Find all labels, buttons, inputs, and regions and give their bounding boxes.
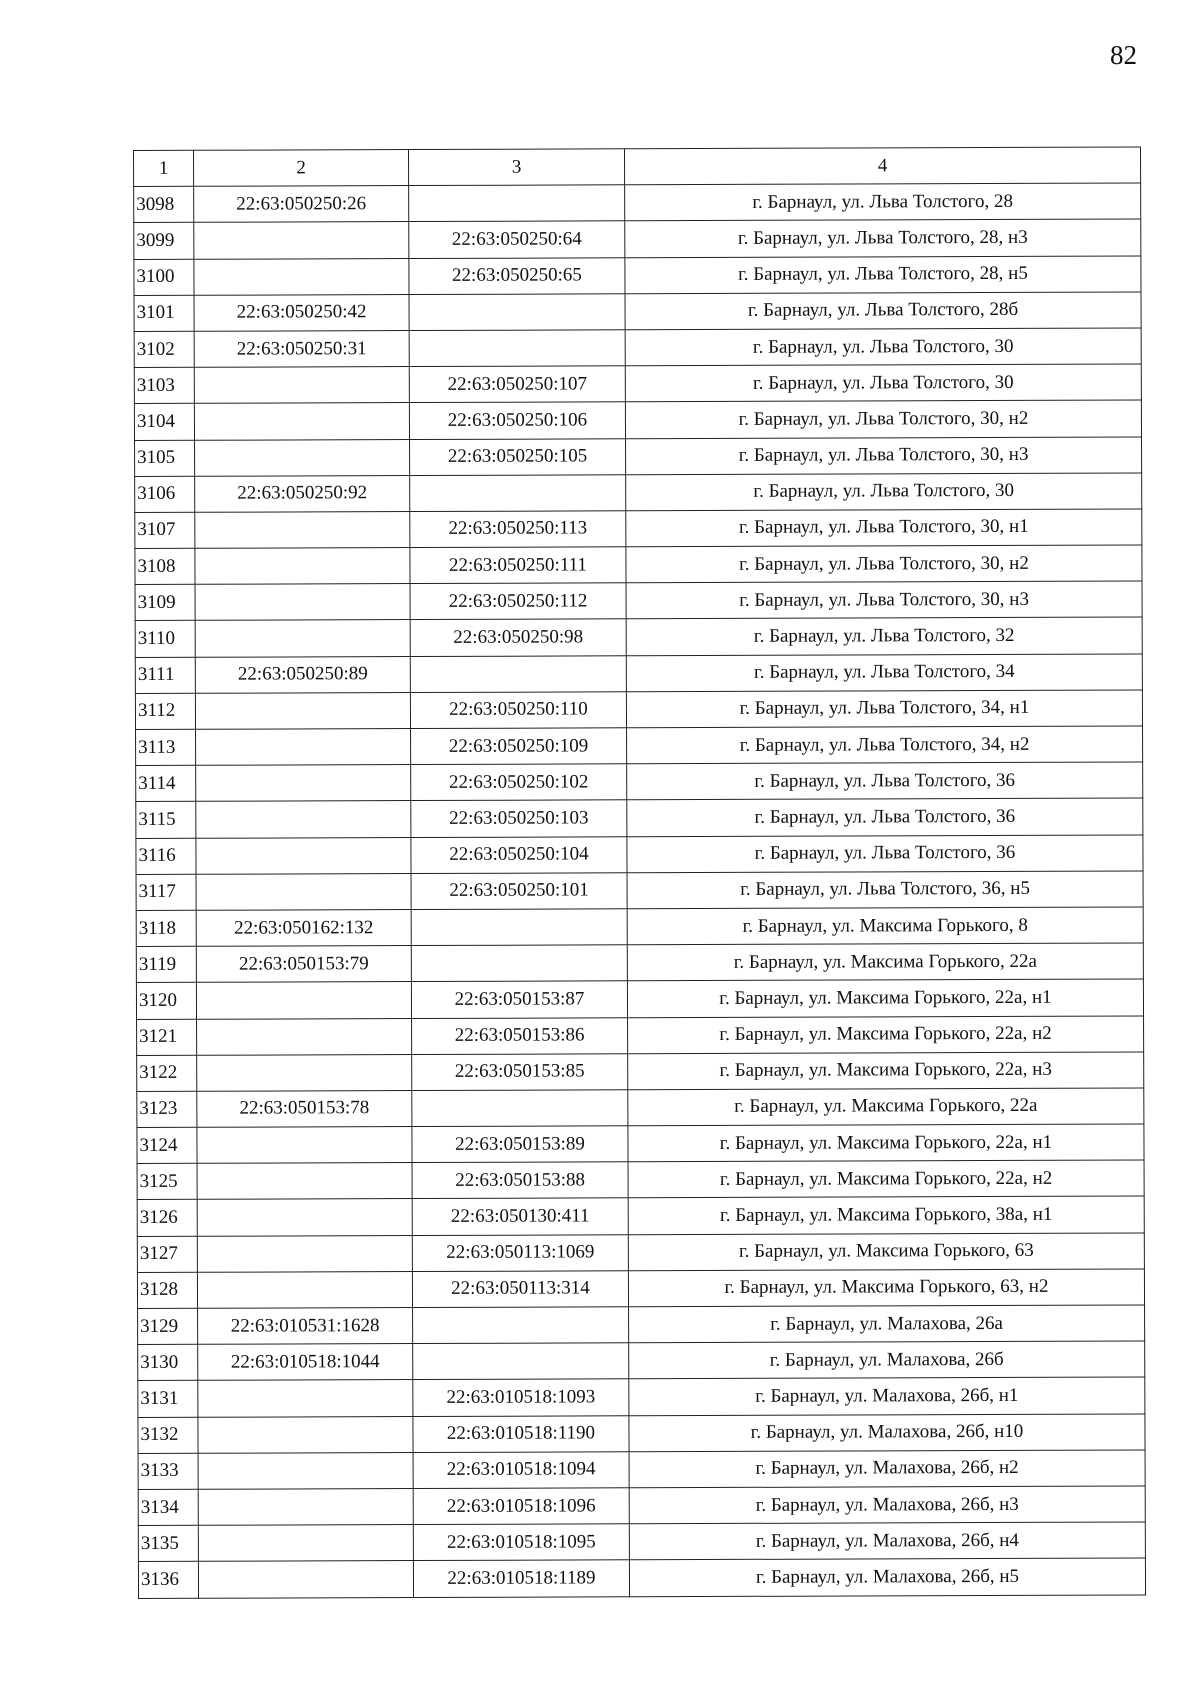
address-cell: г. Барнаул, ул. Льва Толстого, 28, н3 (625, 219, 1141, 257)
cadastral-number-cell (196, 837, 411, 874)
address-cell: г. Барнаул, ул. Малахова, 26б, н5 (629, 1558, 1145, 1596)
room-cadastral-number-cell (410, 655, 626, 692)
row-number-cell: 3109 (135, 585, 195, 621)
cadastral-number-cell (195, 439, 410, 476)
cadastral-number-cell (194, 222, 409, 259)
row-number-cell: 3126 (137, 1200, 197, 1236)
row-number-cell: 3124 (137, 1127, 197, 1163)
table-row (138, 1522, 1145, 1562)
cadastral-number-cell (198, 1380, 413, 1417)
cadastral-number-cell: 22:63:010518:1044 (198, 1344, 413, 1381)
cadastral-number-cell (196, 729, 411, 766)
address-cell: г. Барнаул, ул. Максима Горького, 22а, н2 (628, 1160, 1144, 1198)
address-cell: г. Барнаул, ул. Максима Горького, 22а (628, 1088, 1144, 1126)
cadastral-number-cell (194, 258, 409, 295)
room-cadastral-number-cell (413, 1343, 629, 1380)
row-number-cell: 3121 (137, 1019, 197, 1055)
cadastral-number-cell (198, 1525, 413, 1562)
row-number-cell: 3115 (136, 802, 196, 838)
address-cell: г. Барнаул, ул. Льва Толстого, 30, н1 (626, 509, 1142, 547)
row-number-cell: 3104 (134, 404, 194, 440)
row-number-cell: 3112 (135, 693, 195, 729)
address-cell: г. Барнаул, ул. Льва Толстого, 28 (625, 183, 1141, 221)
table-row (137, 1160, 1144, 1200)
table-row (138, 1341, 1145, 1381)
room-cadastral-number-cell: 22:63:050250:64 (409, 221, 625, 258)
address-cell: г. Барнаул, ул. Льва Толстого, 30, н2 (625, 400, 1141, 438)
address-cell: г. Барнаул, ул. Льва Толстого, 30 (626, 473, 1142, 511)
cadastral-number-cell: 22:63:050250:42 (194, 294, 409, 331)
address-cell: г. Барнаул, ул. Льва Толстого, 36 (627, 835, 1143, 873)
table-row (136, 835, 1143, 875)
address-cell: г. Барнаул, ул. Малахова, 26б, н2 (629, 1450, 1145, 1488)
room-cadastral-number-cell (409, 330, 625, 367)
cadastral-number-cell (198, 1561, 413, 1598)
room-cadastral-number-cell: 22:63:050250:107 (409, 366, 625, 403)
address-table (133, 146, 1146, 1598)
table-row (134, 292, 1141, 332)
address-cell: г. Барнаул, ул. Льва Толстого, 30, н2 (626, 545, 1142, 583)
room-cadastral-number-cell: 22:63:010518:1189 (413, 1560, 629, 1597)
address-cell: г. Барнаул, ул. Малахова, 26б, н3 (629, 1486, 1145, 1524)
row-number-cell: 3125 (137, 1164, 197, 1200)
row-number-cell: 3113 (136, 729, 196, 765)
table-row (137, 1196, 1144, 1236)
header-cell-3: 3 (409, 149, 625, 186)
room-cadastral-number-cell (413, 1307, 629, 1344)
room-cadastral-number-cell: 22:63:050250:106 (409, 402, 625, 439)
address-cell: г. Барнаул, ул. Льва Толстого, 36, н5 (627, 871, 1143, 909)
row-number-cell: 3110 (135, 621, 195, 657)
cadastral-number-cell (197, 1199, 412, 1236)
address-cell: г. Барнаул, ул. Максима Горького, 8 (627, 907, 1143, 945)
row-number-cell: 3111 (135, 657, 195, 693)
address-cell: г. Барнаул, ул. Максима Горького, 63 (628, 1233, 1144, 1271)
table-row (136, 979, 1143, 1019)
row-number-cell: 3135 (138, 1525, 198, 1561)
address-cell: г. Барнаул, ул. Льва Толстого, 34, н2 (627, 726, 1143, 764)
address-cell: г. Барнаул, ул. Льва Толстого, 36 (627, 762, 1143, 800)
row-number-cell: 3134 (138, 1489, 198, 1525)
row-number-cell: 3101 (134, 295, 194, 331)
room-cadastral-number-cell: 22:63:010518:1096 (413, 1488, 629, 1525)
cadastral-number-cell (195, 511, 410, 548)
row-number-cell: 3132 (138, 1417, 198, 1453)
room-cadastral-number-cell (409, 294, 625, 331)
room-cadastral-number-cell: 22:63:050113:314 (412, 1271, 628, 1308)
address-cell: г. Барнаул, ул. Льва Толстого, 30 (625, 328, 1141, 366)
row-number-cell: 3099 (134, 223, 194, 259)
row-number-cell: 3100 (134, 259, 194, 295)
table-row (138, 1486, 1145, 1526)
table-row (138, 1377, 1145, 1417)
room-cadastral-number-cell: 22:63:050250:103 (411, 800, 627, 837)
room-cadastral-number-cell: 22:63:050153:87 (411, 981, 627, 1018)
row-number-cell: 3118 (136, 910, 196, 946)
table-row (134, 219, 1141, 259)
row-number-cell: 3105 (135, 440, 195, 476)
table-row (135, 509, 1142, 549)
address-cell: г. Барнаул, ул. Льва Толстого, 34, н1 (626, 690, 1142, 728)
address-cell: г. Барнаул, ул. Максима Горького, 22а, н1 (628, 1124, 1144, 1162)
address-cell: г. Барнаул, ул. Максима Горького, 22а, н3 (628, 1052, 1144, 1090)
table-row (137, 1052, 1144, 1092)
room-cadastral-number-cell: 22:63:010518:1093 (413, 1379, 629, 1416)
row-number-cell: 3128 (137, 1272, 197, 1308)
address-cell: г. Барнаул, ул. Льва Толстого, 28, н5 (625, 256, 1141, 294)
table-row (137, 1015, 1144, 1055)
room-cadastral-number-cell: 22:63:050250:109 (411, 728, 627, 765)
cadastral-number-cell (197, 1127, 412, 1164)
cadastral-number-cell (196, 873, 411, 910)
cadastral-number-cell (198, 1416, 413, 1453)
room-cadastral-number-cell (411, 945, 627, 982)
cadastral-number-cell (195, 584, 410, 621)
cadastral-number-cell (196, 765, 411, 802)
address-cell: г. Барнаул, ул. Максима Горького, 63, н2 (628, 1269, 1144, 1307)
cadastral-number-cell (197, 1018, 412, 1055)
table-row (135, 654, 1142, 694)
cadastral-number-cell: 22:63:050162:132 (196, 909, 411, 946)
row-number-cell: 3114 (136, 765, 196, 801)
table-body (134, 147, 1146, 1598)
cadastral-number-cell (197, 1235, 412, 1272)
cadastral-number-cell (195, 620, 410, 657)
table-row (137, 1233, 1144, 1273)
room-cadastral-number-cell: 22:63:050250:101 (411, 873, 627, 910)
table-row (135, 436, 1142, 476)
row-number-cell: 3106 (135, 476, 195, 512)
cadastral-number-cell (194, 367, 409, 404)
table-row (134, 256, 1141, 296)
room-cadastral-number-cell: 22:63:050113:1069 (412, 1234, 628, 1271)
header-cell-4: 4 (624, 147, 1140, 185)
address-cell: г. Барнаул, ул. Малахова, 26б, н1 (629, 1377, 1145, 1415)
row-number-cell: 3131 (138, 1381, 198, 1417)
room-cadastral-number-cell (412, 1090, 628, 1127)
row-number-cell: 3116 (136, 838, 196, 874)
table-row (134, 364, 1141, 404)
table-row (138, 1558, 1145, 1598)
row-number-cell: 3122 (137, 1055, 197, 1091)
row-number-cell: 3098 (134, 186, 194, 222)
page-number: 82 (1110, 40, 1137, 70)
address-cell: г. Барнаул, ул. Максима Горького, 38а, н1 (628, 1196, 1144, 1234)
table-row (137, 1269, 1144, 1309)
row-number-cell: 3108 (135, 548, 195, 584)
cadastral-number-cell (197, 1163, 412, 1200)
table-row (135, 617, 1142, 657)
cadastral-number-cell: 22:63:050250:31 (194, 330, 409, 367)
cadastral-number-cell: 22:63:050250:92 (195, 475, 410, 512)
row-number-cell: 3117 (136, 874, 196, 910)
row-number-cell: 3107 (135, 512, 195, 548)
address-cell: г. Барнаул, ул. Льва Толстого, 30 (625, 364, 1141, 402)
room-cadastral-number-cell: 22:63:050250:111 (410, 547, 626, 584)
address-cell: г. Барнаул, ул. Малахова, 26б, н10 (629, 1414, 1145, 1452)
room-cadastral-number-cell: 22:63:010518:1094 (413, 1452, 629, 1489)
cadastral-number-cell (196, 982, 411, 1019)
table-row (138, 1305, 1145, 1345)
table-row (135, 545, 1142, 585)
table-row (134, 328, 1141, 368)
table-row (134, 400, 1141, 440)
address-cell: г. Барнаул, ул. Максима Горького, 22а, н1 (627, 979, 1143, 1017)
header-cell-1: 1 (134, 150, 194, 186)
address-cell: г. Барнаул, ул. Льва Толстого, 34 (626, 654, 1142, 692)
table-row (136, 726, 1143, 766)
room-cadastral-number-cell: 22:63:050250:105 (410, 438, 626, 475)
room-cadastral-number-cell: 22:63:050130:411 (412, 1198, 628, 1235)
room-cadastral-number-cell: 22:63:050250:98 (410, 619, 626, 656)
table-row (134, 183, 1141, 223)
address-cell: г. Барнаул, ул. Льва Толстого, 30, н3 (626, 581, 1142, 619)
room-cadastral-number-cell: 22:63:050250:65 (409, 257, 625, 294)
table-row (136, 907, 1143, 947)
table-row (136, 943, 1143, 983)
cadastral-number-cell (198, 1488, 413, 1525)
table-row (136, 871, 1143, 911)
row-number-cell: 3119 (136, 946, 196, 982)
cadastral-number-cell: 22:63:050250:89 (195, 656, 410, 693)
address-cell: г. Барнаул, ул. Малахова, 26б (629, 1341, 1145, 1379)
cadastral-number-cell: 22:63:050250:26 (194, 186, 409, 223)
cadastral-number-cell: 22:63:050153:79 (196, 946, 411, 983)
address-cell: г. Барнаул, ул. Максима Горького, 22а (627, 943, 1143, 981)
room-cadastral-number-cell: 22:63:050250:113 (410, 511, 626, 548)
address-cell: г. Барнаул, ул. Льва Толстого, 32 (626, 617, 1142, 655)
cadastral-number-cell: 22:63:050153:78 (197, 1090, 412, 1127)
row-number-cell: 3102 (134, 331, 194, 367)
table-row (138, 1450, 1145, 1490)
address-cell: г. Барнаул, ул. Льва Толстого, 28б (625, 292, 1141, 330)
row-number-cell: 3127 (137, 1236, 197, 1272)
cadastral-number-cell (197, 1271, 412, 1308)
row-number-cell: 3120 (136, 983, 196, 1019)
row-number-cell: 3123 (137, 1091, 197, 1127)
room-cadastral-number-cell: 22:63:050153:85 (412, 1053, 628, 1090)
table-row (137, 1124, 1144, 1164)
table-header-row (134, 147, 1141, 187)
table-row (135, 690, 1142, 730)
cadastral-number-cell (198, 1452, 413, 1489)
table-row (138, 1414, 1145, 1454)
row-number-cell: 3103 (134, 367, 194, 403)
header-cell-2: 2 (194, 150, 409, 187)
table-row (135, 473, 1142, 513)
room-cadastral-number-cell: 22:63:010518:1190 (413, 1415, 629, 1452)
cadastral-number-cell (196, 801, 411, 838)
cadastral-number-cell (194, 403, 409, 440)
address-cell: г. Барнаул, ул. Малахова, 26б, н4 (629, 1522, 1145, 1560)
address-cell: г. Барнаул, ул. Максима Горького, 22а, н2 (628, 1015, 1144, 1053)
address-cell: г. Барнаул, ул. Малахова, 26а (629, 1305, 1145, 1343)
room-cadastral-number-cell (410, 474, 626, 511)
room-cadastral-number-cell: 22:63:050250:112 (410, 583, 626, 620)
cadastral-number-cell: 22:63:010531:1628 (198, 1308, 413, 1345)
cadastral-number-cell (195, 548, 410, 585)
room-cadastral-number-cell: 22:63:010518:1095 (413, 1524, 629, 1561)
row-number-cell: 3129 (138, 1308, 198, 1344)
room-cadastral-number-cell (411, 909, 627, 946)
table-row (135, 581, 1142, 621)
room-cadastral-number-cell (409, 185, 625, 222)
table-row (136, 798, 1143, 838)
room-cadastral-number-cell: 22:63:050250:102 (411, 764, 627, 801)
cadastral-number-cell (195, 692, 410, 729)
cadastral-number-cell (197, 1054, 412, 1091)
address-cell: г. Барнаул, ул. Льва Толстого, 36 (627, 798, 1143, 836)
room-cadastral-number-cell: 22:63:050250:104 (411, 836, 627, 873)
row-number-cell: 3133 (138, 1453, 198, 1489)
room-cadastral-number-cell: 22:63:050153:88 (412, 1162, 628, 1199)
table-row (136, 762, 1143, 802)
table-row (137, 1088, 1144, 1128)
row-number-cell: 3130 (138, 1344, 198, 1380)
room-cadastral-number-cell: 22:63:050153:89 (412, 1126, 628, 1163)
room-cadastral-number-cell: 22:63:050153:86 (412, 1017, 628, 1054)
room-cadastral-number-cell: 22:63:050250:110 (410, 692, 626, 729)
address-cell: г. Барнаул, ул. Льва Толстого, 30, н3 (626, 436, 1142, 474)
row-number-cell: 3136 (138, 1562, 198, 1598)
